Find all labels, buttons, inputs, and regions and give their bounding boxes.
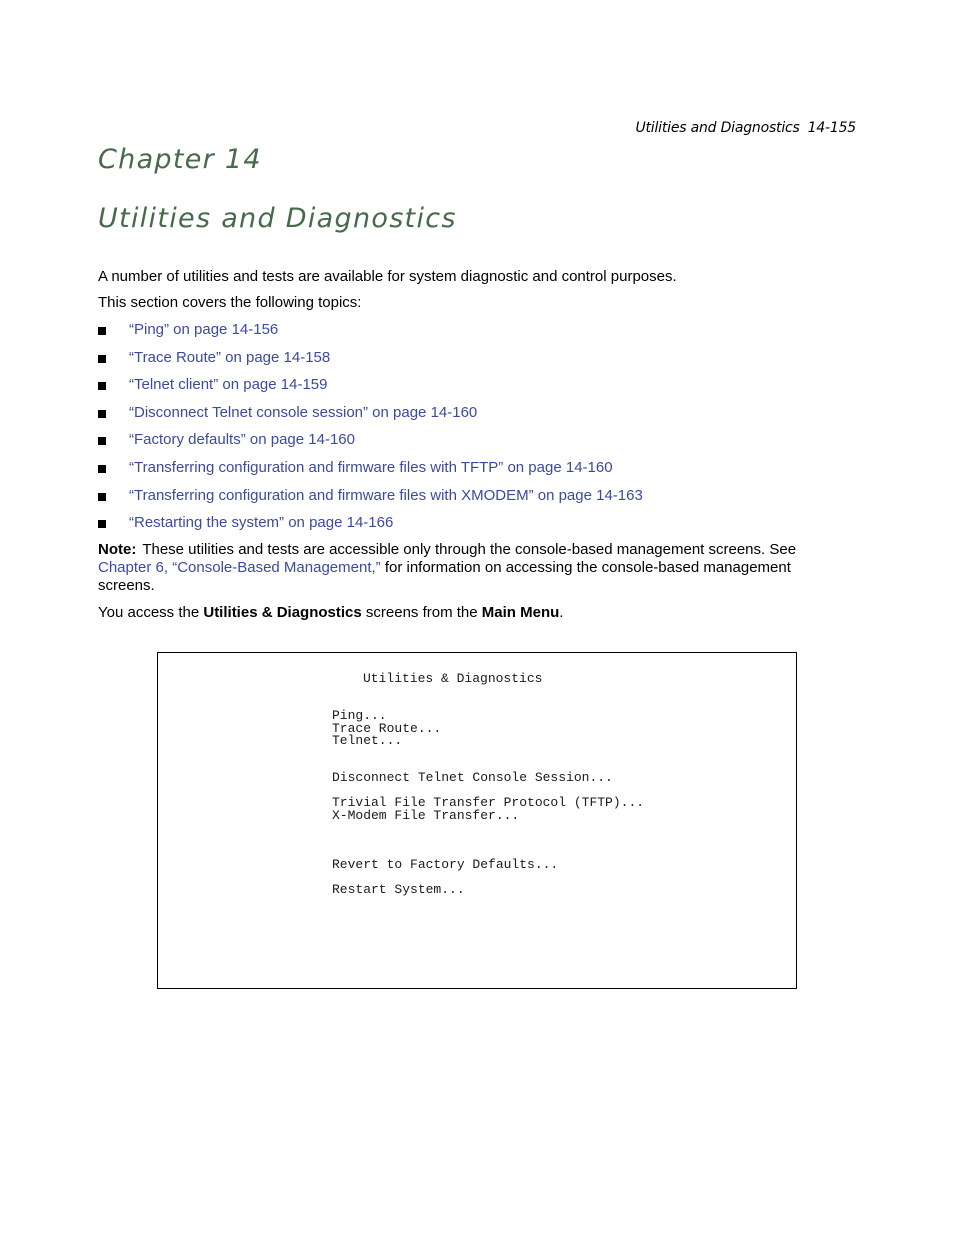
menu-item-telnet: Telnet... [332, 733, 403, 749]
list-item [98, 478, 838, 506]
topic-link-ping[interactable]: “Ping” on page 14-156 [129, 321, 279, 338]
access-prefix: You access the [98, 603, 204, 621]
list-item [98, 312, 838, 340]
topic-link-restarting[interactable]: “Restarting the system” on page 14-166 [129, 514, 394, 532]
menu-item-tftp: Trivial File Transfer Protocol (TFTP)... [332, 795, 645, 810]
square-bullet-icon [98, 410, 106, 418]
note-paragraph [98, 541, 838, 595]
note-text-after: for information on accessing the console-based management screens. [98, 558, 791, 594]
access-screen-name: Utilities & Diagnostics [203, 603, 362, 621]
square-bullet-icon [98, 355, 106, 363]
list-item [98, 340, 838, 368]
access-middle: screens from the [361, 603, 482, 621]
menu-item-disconnect-telnet: Disconnect Telnet Console Session... [332, 770, 613, 785]
square-bullet-icon [98, 520, 106, 528]
menu-item-ping: Ping... [332, 708, 387, 723]
menu-item-restart-system: Restart System... [332, 882, 465, 897]
menu-item-factory-defaults: Revert to Factory Defaults... [332, 857, 559, 872]
console-screen-title: Utilities & Diagnostics [363, 671, 543, 686]
topic-link-factory-defaults[interactable]: “Factory defaults” on page 14-160 [129, 431, 355, 449]
topic-link-xmodem[interactable]: “Transferring configuration and firmware files with XMODEM” on page 14-163 [129, 486, 643, 504]
list-item [98, 505, 838, 533]
console-screen [157, 652, 797, 989]
running-header [635, 120, 856, 136]
topic-link-trace-route[interactable]: “Trace Route” on page 14-158 [129, 348, 331, 366]
topic-list [98, 312, 838, 533]
running-header-section: Utilities and Diagnostics [635, 120, 800, 136]
square-bullet-icon [98, 465, 106, 473]
page-number: 14-155 [807, 120, 856, 136]
note-text-before: These utilities and tests are accessible only through the console-based management screens. See [142, 540, 797, 558]
menu-item-xmodem: X-Modem File Transfer... [332, 807, 520, 823]
topic-link-disconnect-telnet[interactable]: “Disconnect Telnet console session” on page 14-160 [129, 403, 478, 421]
topics-intro: This section covers the following topics: [98, 294, 362, 311]
access-paragraph [98, 604, 838, 622]
square-bullet-icon [98, 382, 106, 390]
square-bullet-icon [98, 437, 106, 445]
square-bullet-icon [98, 493, 106, 501]
list-item [98, 422, 838, 450]
access-menu-name: Main Menu [481, 603, 560, 621]
access-suffix: . [559, 603, 564, 621]
topic-link-telnet-client[interactable]: “Telnet client” on page 14-159 [129, 376, 328, 394]
square-bullet-icon [98, 327, 106, 335]
list-item [98, 395, 838, 423]
body-content [98, 268, 838, 622]
chapter-title: Utilities and Diagnostics [98, 203, 457, 234]
list-item [98, 367, 838, 395]
intro-paragraph: A number of utilities and tests are available for system diagnostic and control purposes. [98, 268, 677, 285]
topic-link-tftp[interactable]: “Transferring configuration and firmware files with TFTP” on page 14-160 [129, 458, 613, 476]
chapter-6-link[interactable]: Chapter 6, “Console-Based Management,” [98, 558, 381, 576]
chapter-number: Chapter 14 [98, 144, 262, 175]
note-label: Note: [98, 540, 137, 558]
menu-item-trace-route: Trace Route... [332, 720, 442, 736]
list-item [98, 450, 838, 478]
